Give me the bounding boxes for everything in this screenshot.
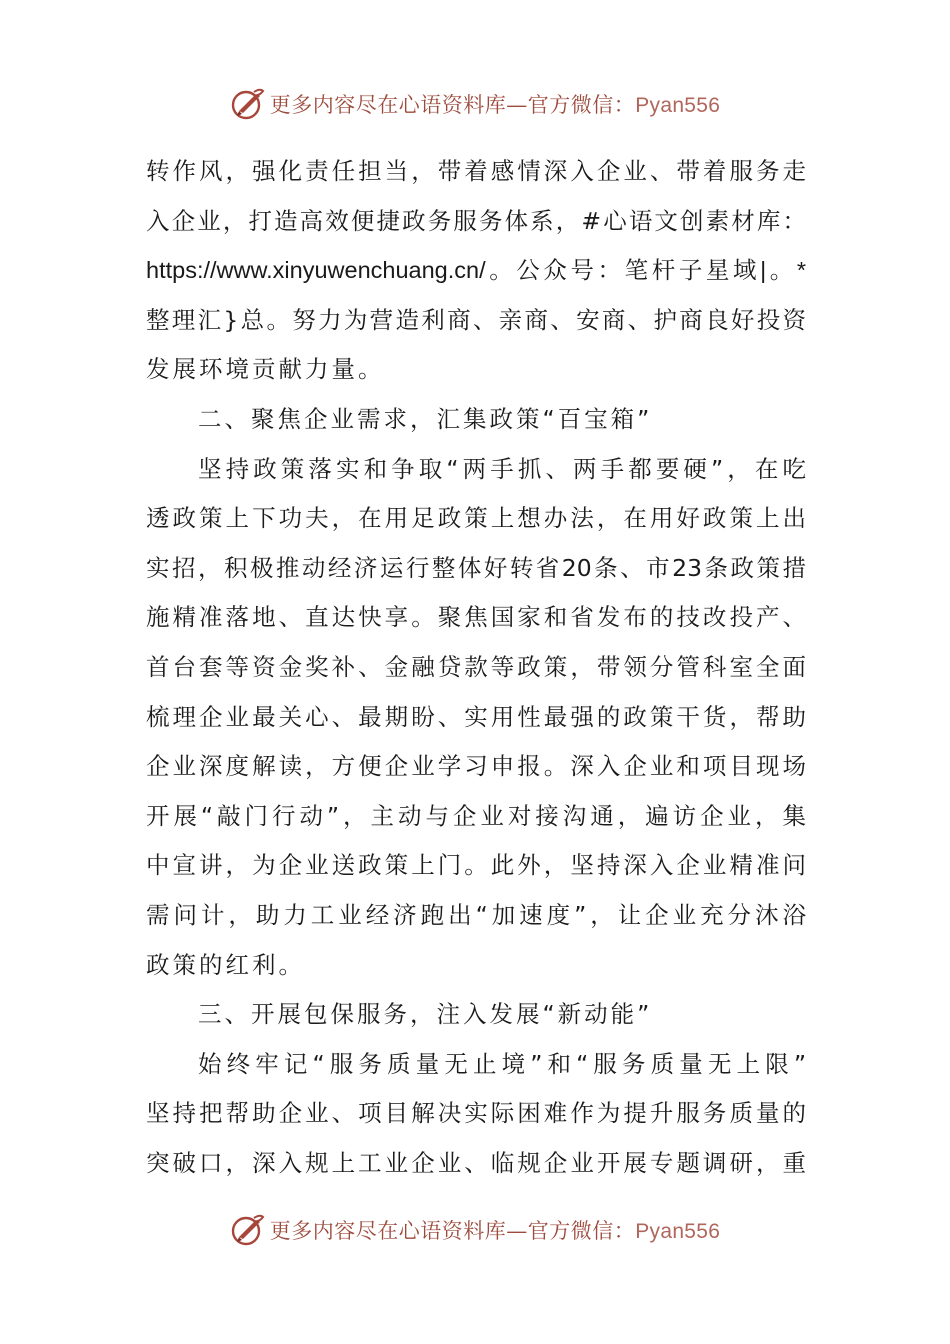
body-line: 转作风，强化责任担当，带着感情深入企业、带着服务走 <box>146 157 806 185</box>
watermark-library: 更多内容尽在心语资料库 <box>269 93 507 117</box>
body-line: 坚持把帮助企业、项目解决实际困难作为提升服务质量的 <box>146 1099 806 1128</box>
body-line: 坚持政策落实和争取“两手抓、两手都要硬”，在吃 <box>198 454 806 483</box>
watermark-contact-label: 官方微信： <box>527 1219 636 1243</box>
body-line-url: https://www.xinyuwenchuang.cn/。公众号：笔杆子星域|。* <box>146 257 806 284</box>
body-line: 政策的红利。 <box>146 950 305 979</box>
watermark-contact-id: Pyan556 <box>635 1220 721 1243</box>
body-line: 首台套等资金奖补、金融贷款等政策，带领分管科室全面 <box>146 652 806 681</box>
pen-logo-icon <box>230 86 266 122</box>
body-line: 需问计，助力工业经济跑出“加速度”，让企业充分沐浴 <box>146 900 806 929</box>
section-heading: 二、聚焦企业需求，汇集政策“百宝箱” <box>198 404 653 433</box>
body-line: 入企业，打造高效便捷政务服务体系，#心语文创素材库： <box>146 206 806 235</box>
watermark-text <box>270 1215 721 1245</box>
body-line: 突破口，深入规上工业企业、临规企业开展专题调研，重 <box>146 1148 806 1177</box>
body-line: 实招，积极推动经济运行整体好转省20条、市23条政策措 <box>146 553 806 582</box>
body-line: 梳理企业最关心、最期盼、实用性最强的政策干货，帮助 <box>146 702 806 731</box>
body-line: 企业深度解读，方便企业学习申报。深入企业和项目现场 <box>146 752 806 781</box>
watermark-text <box>270 89 721 119</box>
body-line: 始终牢记“服务质量无止境”和“服务质量无上限” <box>198 1049 806 1078</box>
section-heading: 三、开展包保服务，注入发展“新动能” <box>198 1000 653 1029</box>
body-line: 开展“敲门行动”，主动与企业对接沟通，遍访企业，集 <box>146 801 806 830</box>
body-line: 透政策上下功夫，在用足政策上想办法，在用好政策上出 <box>146 504 806 533</box>
pen-logo-icon <box>230 1212 266 1248</box>
body-line: 发展环境贡献力量。 <box>146 355 385 384</box>
body-line: 整理汇}总。努力为营造利商、亲商、安商、护商良好投资 <box>146 305 806 334</box>
watermark-contact-label: 官方微信： <box>527 93 636 117</box>
footer-watermark <box>0 1210 950 1250</box>
watermark-dash: — <box>506 1219 528 1243</box>
document-body <box>146 147 806 1188</box>
body-line: 施精准落地、直达快享。聚焦国家和省发布的技改投产、 <box>146 603 806 632</box>
header-watermark <box>0 84 950 124</box>
watermark-contact-id: Pyan556 <box>635 94 721 117</box>
watermark-dash: — <box>506 93 528 117</box>
watermark-library: 更多内容尽在心语资料库 <box>269 1219 507 1243</box>
body-line: 中宣讲，为企业送政策上门。此外，坚持深入企业精准问 <box>146 851 806 880</box>
